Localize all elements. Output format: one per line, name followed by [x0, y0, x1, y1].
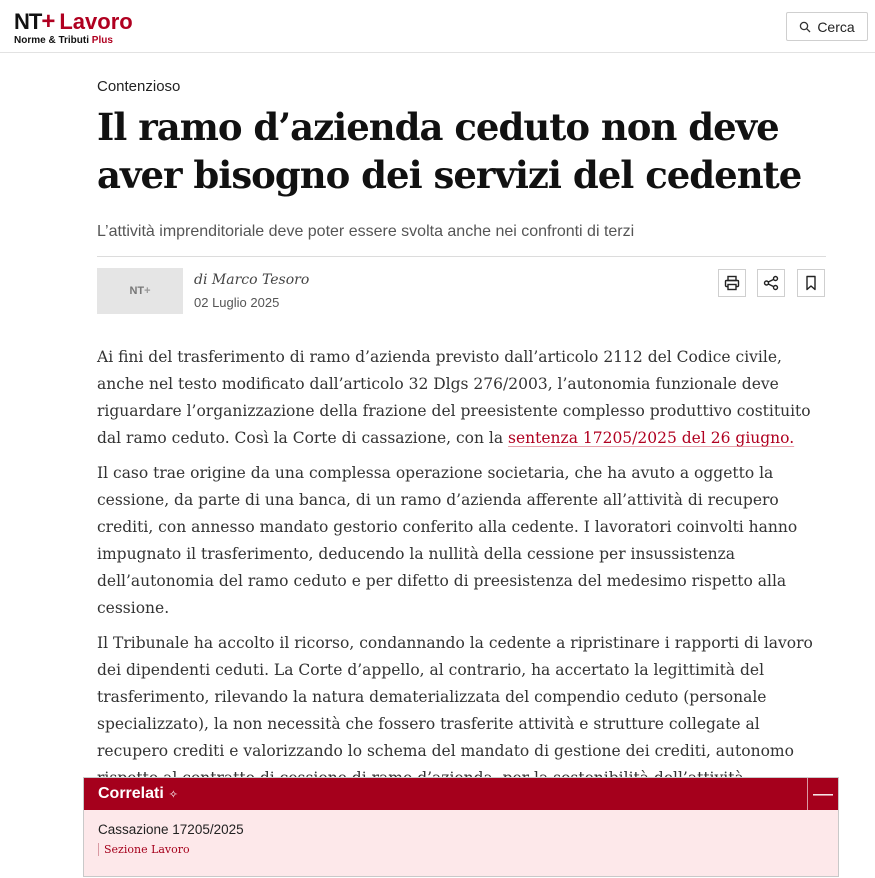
article-body — [97, 344, 827, 792]
logo-mark: NT — [14, 9, 42, 34]
logo-subtitle — [14, 35, 133, 46]
related-title — [84, 785, 807, 803]
logo-wordmark — [14, 10, 133, 34]
top-bar — [0, 0, 875, 53]
bookmark-icon — [803, 275, 819, 291]
printer-icon — [724, 275, 740, 291]
search-button[interactable] — [786, 12, 868, 41]
author-avatar-mark: NT — [129, 285, 145, 297]
logo-subtitle-main: Norme & Tributi — [14, 35, 90, 46]
logo-plus-mark: + — [41, 8, 56, 35]
search-label: Cerca — [817, 18, 855, 35]
related-item[interactable] — [84, 810, 838, 856]
bookmark-button[interactable] — [797, 269, 825, 297]
byline — [97, 268, 827, 314]
article-subtitle: L’attività imprenditoriale deve poter essere svolta anche nei confronti di terzi — [97, 223, 635, 240]
search-icon — [799, 21, 811, 33]
author-avatar-plus: + — [144, 285, 151, 297]
publication-date: 02 Luglio 2025 — [194, 295, 280, 310]
sparkle-icon: ✧ — [168, 788, 179, 801]
related-panel — [83, 777, 839, 877]
author-avatar — [97, 268, 183, 314]
related-item-title[interactable]: Cassazione 17205/2025 — [98, 822, 244, 837]
article — [97, 78, 827, 800]
logo-name: Lavoro — [59, 9, 133, 34]
divider — [97, 256, 826, 257]
section-label[interactable]: Contenzioso — [97, 78, 181, 95]
sentence-link[interactable]: sentenza 17205/2025 del 26 giugno. — [508, 429, 795, 447]
related-header[interactable] — [84, 778, 838, 810]
article-title: Il ramo d’azienda ceduto non deve aver bisogno dei servizi del cedente — [97, 105, 802, 197]
logo-subtitle-plus: Plus — [91, 35, 113, 46]
related-title-text: Correlati — [98, 785, 164, 802]
site-logo[interactable] — [14, 10, 133, 46]
paragraph-1-text: Ai fini del trasferimento di ramo d’azienda previsto dall’articolo 2112 del Codice civile, anche nel testo modificato dall’articolo 32 Dlgs 276/2003, l’autonomia funzionale deve riguardare l’organizzazione della frazione del preesistente complesso produttivo costituito dal ramo ceduto. Così la Corte di cassazione, con la — [97, 348, 811, 447]
share-icon — [763, 275, 779, 291]
paragraph-2: Il caso trae origine da una complessa operazione societaria, che ha avuto a oggetto la cessione, da parte di una banca, di un ramo d’azienda afferente all’attività di recupero crediti, con annesso mandato gestorio conferito alla cedente. I lavoratori coinvolti hanno impugnato il trasferimento, deducendo la nullità della cessione per insussistenza dell’autonomia del ramo ceduto e per difetto di preesistenza del medesimo rispetto alla cessione. — [97, 464, 798, 617]
collapse-button[interactable]: — — [807, 778, 838, 810]
author-name[interactable]: di Marco Tesoro — [194, 272, 310, 288]
related-item-tag: Sezione Lavoro — [98, 843, 838, 856]
paragraph-1 — [97, 344, 827, 452]
share-button[interactable] — [757, 269, 785, 297]
print-button[interactable] — [718, 269, 746, 297]
paragraph-3: Il Tribunale ha accolto il ricorso, condannando la cedente a ripristinare i rapporti di lavoro dei dipendenti ceduti. La Corte d’appello, al contrario, ha accertato la legittimità del trasferimento, rilevando la natura dematerializzata del compendio ceduto (personale specializzato), la non necessità che fossero trasferite attività e strutture collegate al recupero crediti e valorizzando lo schema del mandato di gestione dei crediti, autonomo — [97, 634, 813, 760]
